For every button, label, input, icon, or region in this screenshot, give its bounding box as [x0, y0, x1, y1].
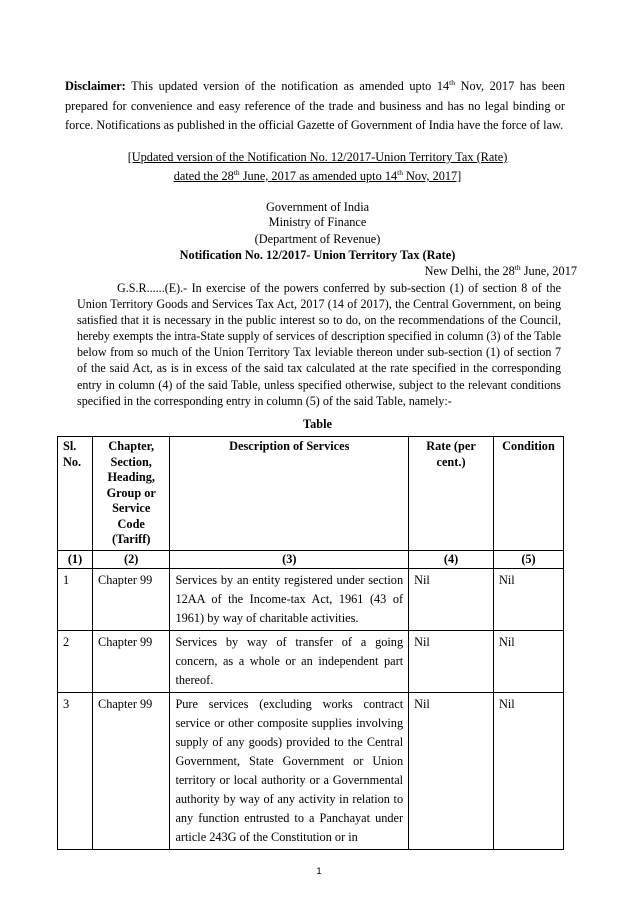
- government-heading: Government of India: [265, 200, 370, 214]
- notification-date: [300, 264, 577, 279]
- col-num-3: (3): [170, 550, 409, 568]
- table-row: [58, 568, 564, 630]
- table-title: Table: [303, 417, 332, 431]
- updated-line2-sup1: th: [233, 167, 240, 177]
- row-chapter: Chapter 99: [93, 692, 170, 849]
- notification-body: [77, 280, 561, 409]
- updated-line2-sup2: th: [397, 167, 403, 177]
- row-description: Pure services (excluding works contract service or other composite supplies involving supply of any goods) provided to the Central Government, State Government or Union territory or local authority or a Governmental authority by way of any activity in relation to any function entrusted to a Panchayat under article 243G of the Constitution or in: [170, 692, 409, 849]
- updated-version-note: [60, 148, 575, 186]
- disclaimer-label: Disclaimer:: [65, 79, 126, 93]
- services-table: [57, 436, 564, 850]
- col-num-1: (1): [58, 550, 93, 568]
- department-heading: (Department of Revenue): [254, 232, 381, 246]
- date-sup: th: [514, 262, 521, 272]
- disclaimer-text-b: Nov, 2017 has been prepared for convenience and easy reference of the trade and business and has no legal binding or force. Notifications as published in the official Gazette of Government of India have the force of law.: [65, 79, 565, 132]
- ministry-heading: Ministry of Finance: [268, 215, 367, 229]
- header-condition: Condition: [493, 437, 563, 551]
- header-rate: Rate (per cent.): [409, 437, 494, 551]
- table-header-row: [58, 437, 564, 551]
- updated-line2-c: Nov, 2017]: [402, 169, 462, 183]
- disclaimer-text-a: This updated version of the notification as amended upto 14: [125, 79, 450, 93]
- col-num-4: (4): [409, 550, 494, 568]
- body-text: G.S.R......(E).- In exercise of the powers conferred by sub-section (1) of section 8 of the Union Territory Goods and Services Tax Act, 2017 (14 of 2017), the Central Government, on being satisfied that it is necessary in the public interest so to do, on the recommendations of the Council, hereby exempts the intra-State supply of services of description specified in column (3) of the Table below from so much of the Union Territory Tax leviable thereon under sub-section (1) of section 7 of the said Act, as is in excess of the said tax calculated at the rate specified in the corresponding entry in column (4) of the said Table, unless specified otherwise, subject to the relevant conditions specified in the corresponding entry in column (5) of the said Table, namely:-: [77, 281, 561, 408]
- row-condition: Nil: [493, 630, 563, 692]
- disclaimer-paragraph: [65, 77, 565, 136]
- disclaimer-sup: th: [449, 77, 455, 87]
- row-condition: Nil: [493, 568, 563, 630]
- table-row: [58, 630, 564, 692]
- header-sl-no: Sl. No.: [58, 437, 93, 551]
- page-number: 1: [316, 866, 322, 877]
- updated-version-line1: [Updated version of the Notification No. 12/2017-Union Territory Tax (Rate): [127, 150, 508, 164]
- table-row: [58, 692, 564, 849]
- updated-version-line2: [60, 167, 575, 186]
- notification-title: Notification No. 12/2017- Union Territory Tax (Rate): [179, 248, 456, 262]
- row-chapter: Chapter 99: [93, 630, 170, 692]
- row-sl: 3: [58, 692, 93, 849]
- row-chapter: Chapter 99: [93, 568, 170, 630]
- row-rate: Nil: [409, 692, 494, 849]
- row-condition: Nil: [493, 692, 563, 849]
- col-num-2: (2): [93, 550, 170, 568]
- updated-line2-b: June, 2017 as amended upto 14: [239, 169, 398, 183]
- column-number-row: [58, 550, 564, 568]
- row-rate: Nil: [409, 568, 494, 630]
- row-sl: 2: [58, 630, 93, 692]
- row-sl: 1: [58, 568, 93, 630]
- date-text-b: June, 2017: [520, 264, 577, 278]
- header-chapter: Chapter, Section, Heading, Group or Service Code (Tariff): [93, 437, 170, 551]
- row-description: Services by an entity registered under section 12AA of the Income-tax Act, 1961 (43 of 1961) by way of charitable activities.: [170, 568, 409, 630]
- updated-line2-a: dated the 28: [173, 169, 234, 183]
- header-description: Description of Services: [170, 437, 409, 551]
- row-description: Services by way of transfer of a going concern, as a whole or an independent part thereof.: [170, 630, 409, 692]
- col-num-5: (5): [493, 550, 563, 568]
- date-text-a: New Delhi, the 28: [424, 264, 515, 278]
- row-rate: Nil: [409, 630, 494, 692]
